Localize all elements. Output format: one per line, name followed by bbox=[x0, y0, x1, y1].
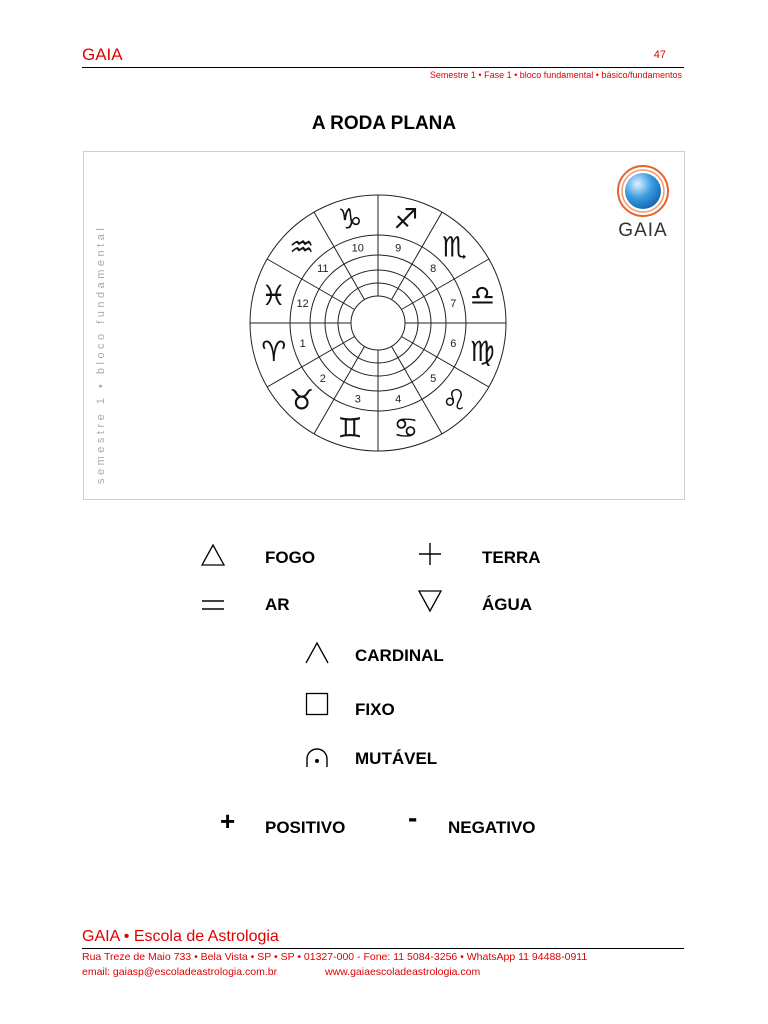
zodiac-sign-icon: ♌ bbox=[441, 383, 467, 417]
mutavel-icon bbox=[302, 742, 332, 772]
gaia-logo bbox=[612, 163, 674, 242]
fixo-label: FIXO bbox=[355, 700, 395, 719]
zodiac-sign-icon: ♓ bbox=[261, 279, 287, 313]
header-subtitle: Semestre 1 • Fase 1 • bloco fundamental • básico/fundamentos bbox=[429, 70, 682, 80]
header-brand: GAIA bbox=[82, 45, 123, 64]
zodiac-sign-icon: ♋ bbox=[393, 411, 419, 445]
fogo-label: FOGO bbox=[265, 548, 316, 567]
house-number: 10 bbox=[351, 242, 364, 255]
positivo-symbol: + bbox=[220, 806, 236, 836]
ar-equals-icon bbox=[198, 590, 228, 620]
house-number: 11 bbox=[317, 262, 329, 275]
house-number: 1 bbox=[299, 338, 306, 351]
zodiac-sign-icon: ♐ bbox=[393, 202, 419, 236]
fixo-square-icon bbox=[302, 689, 332, 719]
footer-divider bbox=[82, 948, 684, 949]
house-number: 7 bbox=[450, 297, 457, 310]
zodiac-sign-icon: ♒ bbox=[289, 230, 315, 264]
footer-website: www.gaiaescoladeastrologia.com bbox=[325, 966, 481, 978]
footer-brand: GAIA • Escola de Astrologia bbox=[82, 928, 279, 945]
zodiac-sign-icon: ♈ bbox=[261, 334, 287, 368]
house-number: 8 bbox=[430, 262, 437, 275]
page-number: 47 bbox=[653, 49, 666, 61]
zodiac-sign-icon: ♑ bbox=[337, 202, 363, 236]
house-number: 5 bbox=[430, 373, 437, 386]
header-divider bbox=[82, 67, 684, 68]
house-number: 6 bbox=[450, 338, 457, 351]
cardinal-label: CARDINAL bbox=[355, 646, 444, 665]
ar-label: AR bbox=[265, 595, 290, 614]
terra-label: TERRA bbox=[482, 548, 541, 567]
zodiac-sign-icon: ♍ bbox=[469, 334, 495, 368]
footer-email: email: gaiasp@escoladeastrologia.com.br bbox=[82, 966, 278, 978]
page-title: A RODA PLANA bbox=[311, 113, 457, 134]
footer-address: Rua Treze de Maio 733 • Bela Vista • SP • SP • 01327-000 - Fone: 11 5084-3256 • WhatsApp 11 94488-0911 bbox=[82, 951, 588, 963]
negativo-symbol: - bbox=[408, 802, 418, 833]
fogo-triangle-icon bbox=[198, 540, 228, 570]
zodiac-sign-icon: ♎ bbox=[469, 279, 495, 313]
agua-label: ÁGUA bbox=[482, 595, 533, 614]
house-number: 12 bbox=[296, 297, 309, 310]
zodiac-wheel bbox=[246, 191, 510, 455]
house-number: 2 bbox=[319, 373, 326, 386]
logo-text: GAIA bbox=[618, 220, 668, 241]
zodiac-sign-icon: ♉ bbox=[289, 383, 315, 417]
cardinal-icon bbox=[302, 638, 332, 668]
zodiac-sign-icon: ♏ bbox=[441, 230, 467, 264]
positivo-label: POSITIVO bbox=[265, 818, 346, 837]
negativo-label: NEGATIVO bbox=[448, 818, 536, 837]
house-number: 3 bbox=[354, 393, 361, 406]
house-number: 4 bbox=[395, 393, 402, 406]
house-number: 9 bbox=[395, 242, 402, 255]
terra-cross-icon bbox=[415, 539, 445, 569]
zodiac-sign-icon: ♊ bbox=[337, 411, 363, 445]
mutavel-label: MUTÁVEL bbox=[355, 749, 438, 768]
figure-side-text: semestre 1 • bloco fundamental bbox=[95, 224, 107, 484]
gaia-logo-icon bbox=[614, 163, 672, 217]
agua-triangle-icon bbox=[415, 586, 445, 616]
